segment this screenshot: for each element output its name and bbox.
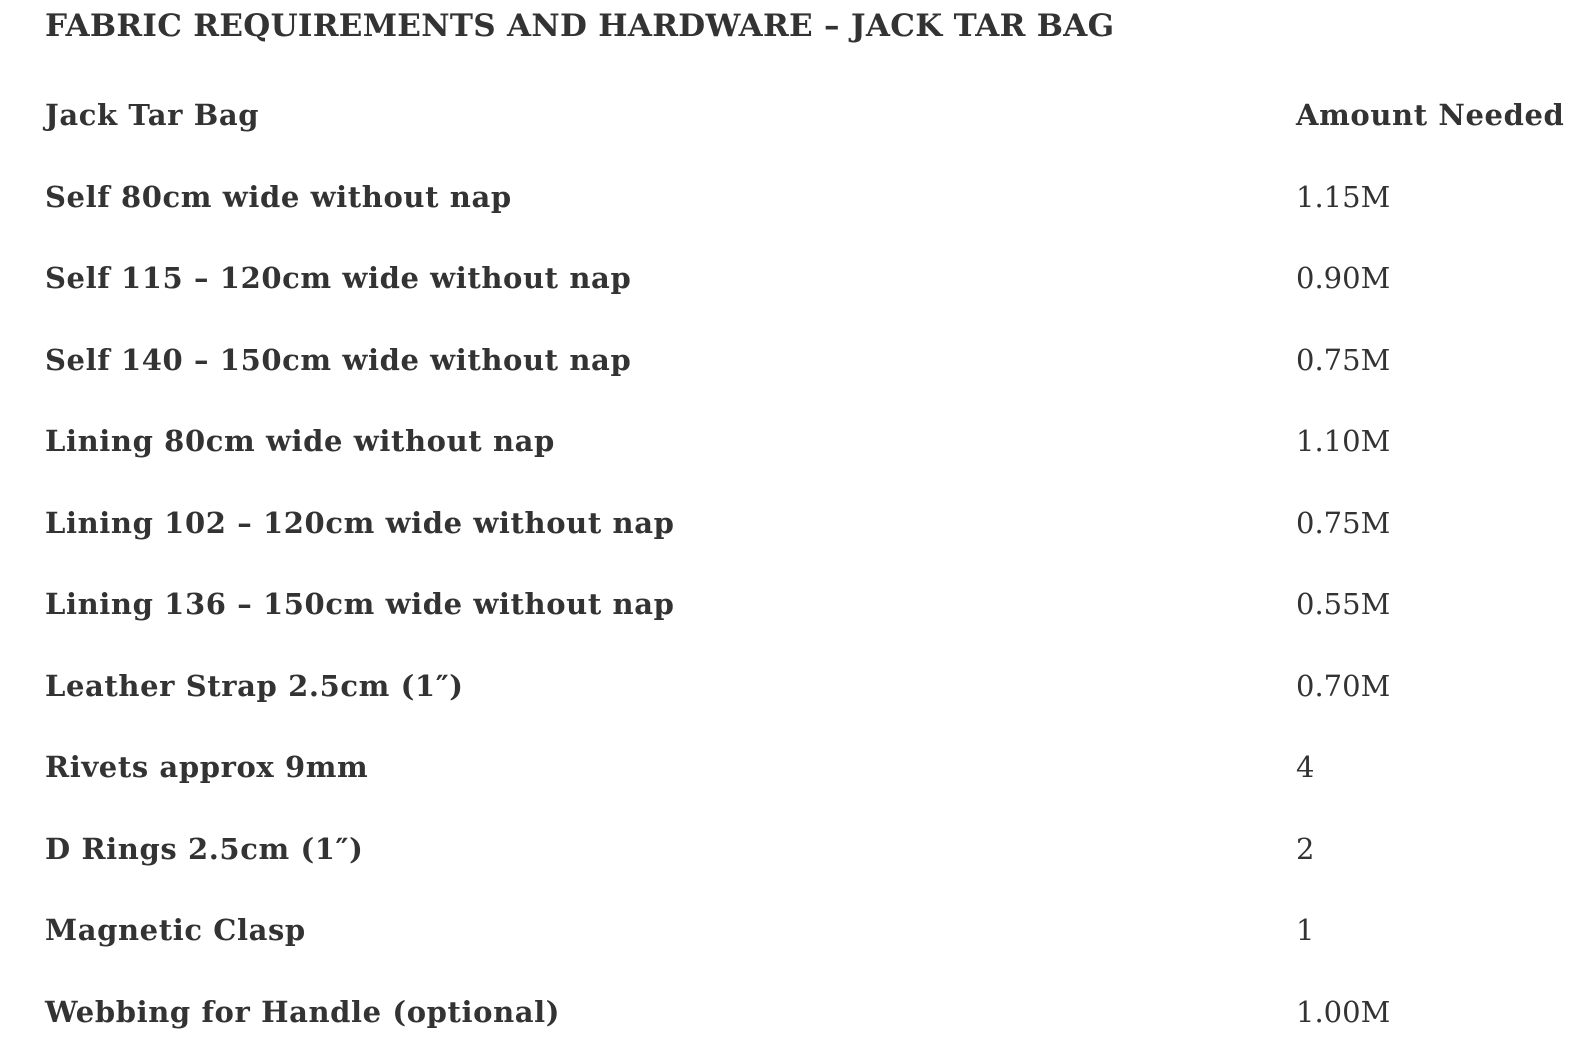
item-name-cell: Lining 80cm wide without nap (45, 424, 555, 458)
amount-cell: 1.10M (1296, 424, 1391, 458)
table-row (45, 814, 1555, 896)
amount-cell: 0.55M (1296, 587, 1391, 621)
item-name-cell: Self 140 – 150cm wide without nap (45, 342, 632, 377)
amount-cell: 1 (1296, 913, 1315, 947)
item-name-cell: Magnetic Clasp (45, 913, 306, 947)
item-name-cell: Lining 102 – 120cm wide without nap (45, 505, 675, 540)
amount-cell: 0.75M (1296, 342, 1391, 377)
amount-cell: 0.70M (1296, 668, 1391, 703)
column-header-amount: Amount Needed (1296, 98, 1565, 132)
item-name-cell: Webbing for Handle (optional) (45, 994, 561, 1029)
item-name-cell: Self 115 – 120cm wide without nap (45, 261, 632, 295)
item-name-cell: Rivets approx 9mm (45, 750, 369, 784)
requirements-table (45, 80, 1565, 1058)
table-row (45, 977, 1555, 1059)
amount-cell: 0.75M (1296, 505, 1391, 540)
table-row (45, 488, 1555, 570)
table-row (45, 569, 1555, 651)
page-title: FABRIC REQUIREMENTS AND HARDWARE – JACK TAR BAG (45, 8, 1115, 44)
amount-cell: 1.15M (1296, 179, 1391, 214)
column-header-item: Jack Tar Bag (45, 98, 260, 132)
item-name-cell: Self 80cm wide without nap (45, 179, 512, 214)
table-header-row (45, 80, 1565, 162)
table-row (45, 406, 1555, 488)
item-name-cell: D Rings 2.5cm (1″) (45, 831, 364, 866)
item-name-cell: Leather Strap 2.5cm (1″) (45, 668, 464, 703)
table-row (45, 243, 1555, 325)
table-row (45, 895, 1555, 977)
table-row (45, 325, 1555, 407)
item-name-cell: Lining 136 – 150cm wide without nap (45, 587, 675, 621)
amount-cell: 2 (1296, 831, 1315, 866)
table-row (45, 162, 1555, 244)
amount-cell: 1.00M (1296, 994, 1391, 1029)
table-row (45, 651, 1555, 733)
table-row (45, 732, 1555, 814)
amount-cell: 4 (1296, 750, 1315, 784)
amount-cell: 0.90M (1296, 261, 1391, 295)
